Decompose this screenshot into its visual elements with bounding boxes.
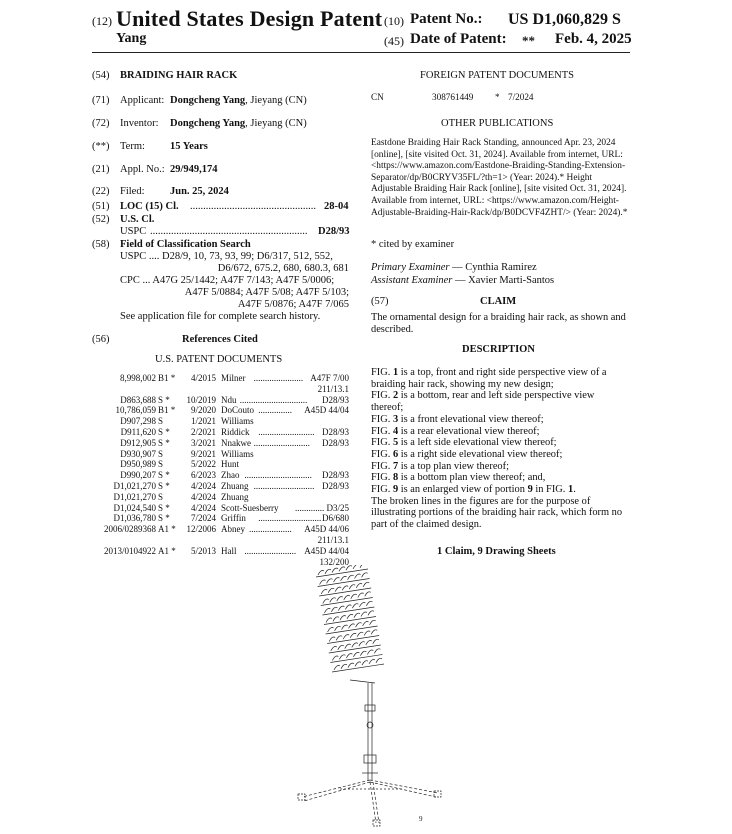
rack-peg	[334, 666, 340, 671]
fig-text: is an enlarged view of portion	[400, 484, 525, 496]
ref-kind: S	[158, 416, 164, 427]
description-item	[371, 472, 629, 484]
code-72: (72)	[92, 118, 110, 129]
cited-by-examiner: * cited by examiner	[371, 239, 455, 250]
ref-name: Nnakwe	[221, 437, 251, 448]
fig-number: 5	[392, 437, 399, 449]
assistant-examiner-name: — Xavier Marti-Santos	[455, 275, 555, 286]
rack-peg	[362, 573, 368, 578]
code-54: (54)	[92, 70, 110, 81]
description-list	[371, 367, 629, 531]
inventor-name: Dongcheng Yang	[170, 118, 246, 129]
rack-bar	[321, 598, 373, 606]
field-search-line-2: D6/672, 675.2, 680, 680.3, 681	[217, 263, 349, 274]
ref-name: Griffin	[221, 513, 246, 524]
fig-word: FIG.	[371, 390, 391, 402]
ref-dots: ......................	[253, 373, 304, 383]
ref-number: 2006/0289368	[103, 524, 156, 535]
ref-dots: .........................	[253, 437, 310, 448]
inventor-short: Yang	[116, 31, 147, 46]
rack-bar	[316, 569, 368, 577]
rack-peg	[350, 633, 356, 638]
fig-text: is a top plan view thereof;	[400, 460, 509, 472]
description-item	[371, 484, 629, 496]
field-search-line-4: A47F 5/0884; A47F 5/08; A47F 5/103;	[184, 287, 349, 298]
rack-peg	[339, 567, 345, 572]
broken-lines-note: The broken lines in the figures are for the purpose of illustrating portions of the braiding hair rack, which form no part of the claimed design.	[371, 495, 623, 531]
tripod-leg-left	[302, 780, 370, 797]
ref-kind: S	[158, 491, 164, 502]
rack-peg	[331, 607, 337, 612]
rack-peg	[343, 635, 349, 640]
code-21: (21)	[92, 164, 110, 175]
field-search-label: Field of Classification Search	[120, 239, 251, 250]
ref-name: Williams	[221, 416, 254, 427]
code-45: (45)	[384, 34, 404, 48]
term-value: 15 Years	[170, 141, 208, 152]
ref-number: D912,905	[120, 437, 156, 448]
patent-number: US D1,060,829 S	[508, 11, 621, 28]
ref-number: D1,021,270	[113, 481, 156, 491]
ref-kind: B1 *	[158, 405, 176, 416]
code-52: (52)	[92, 214, 110, 225]
fig-portion-number: 9	[527, 484, 533, 496]
rack-peg	[360, 651, 366, 656]
rack-peg	[370, 620, 376, 625]
rack-bar	[318, 579, 370, 587]
ref-kind: A1 *	[158, 545, 176, 556]
rack-peg	[318, 571, 324, 576]
applicant-label: Applicant:	[120, 95, 165, 106]
ref-kind: S *	[158, 427, 170, 437]
rack-peg	[320, 580, 326, 585]
uspc-label: USPC	[120, 226, 147, 237]
fig-text: is a bottom, rear and left side perspective view thereof;	[371, 390, 595, 414]
ref-name: Abney	[221, 524, 245, 535]
fig-number: 9	[392, 484, 399, 496]
fig-ref-number: 1	[568, 484, 574, 496]
patent-no-label: Patent No.:	[410, 11, 483, 27]
fig-number: 7	[392, 460, 399, 472]
foreign-mark: *	[495, 92, 500, 102]
header-rule	[92, 52, 630, 53]
other-publications-heading: OTHER PUBLICATIONS	[441, 118, 554, 129]
fig-text-3: .	[573, 484, 576, 496]
rack-bar	[326, 626, 378, 634]
rack-peg	[356, 584, 362, 589]
ref-name: Hunt	[221, 459, 239, 470]
rack-peg	[352, 643, 358, 648]
rack-peg	[345, 644, 351, 649]
rack-peg	[348, 663, 354, 668]
rack-pegs	[316, 565, 384, 672]
filed-label: Filed:	[120, 186, 145, 197]
rack-peg	[335, 587, 341, 592]
rack-peg	[355, 574, 361, 579]
ref-name: Zhuang	[221, 491, 249, 502]
ref-name: Ndu	[221, 394, 237, 405]
ref-date: 4/2024	[190, 502, 216, 513]
appl-no-value: 29/949,174	[170, 164, 218, 175]
ref-date: 12/2006	[186, 524, 216, 535]
us-patent-docs-heading: U.S. PATENT DOCUMENTS	[155, 354, 283, 365]
fig-word: FIG.	[371, 437, 391, 449]
ref-number: D863,688	[120, 394, 156, 405]
ref-name: Scott-Suesberry	[221, 502, 279, 513]
ref-number: D1,036,780	[113, 513, 156, 524]
rack-peg	[366, 641, 372, 646]
rack-bar	[319, 588, 371, 596]
field-search-line-1: USPC .... D28/9, 10, 73, 93, 99; D6/317, 512, 552,	[120, 251, 333, 262]
rack-peg	[362, 661, 368, 666]
rack-peg	[329, 637, 335, 642]
braiding-hair-rack-drawing	[280, 565, 460, 830]
code-71: (71)	[92, 95, 110, 106]
rack-peg	[342, 586, 348, 591]
ref-date: 9/2020	[190, 405, 216, 416]
description-heading: DESCRIPTION	[462, 344, 535, 355]
ref-kind: S	[158, 459, 164, 470]
rack-peg	[338, 645, 344, 650]
drawing-ref-label: 9	[419, 815, 423, 823]
ref-number: 8,998,002	[120, 373, 156, 383]
ref-class: A45D 44/04	[304, 405, 349, 416]
description-item	[371, 367, 629, 390]
rack-peg	[334, 578, 340, 583]
ref-class: D28/93	[322, 437, 349, 448]
claims-sheets: 1 Claim, 9 Drawing Sheets	[437, 546, 556, 557]
patent-title: United States Design Patent	[116, 6, 383, 31]
upper-clamp	[365, 705, 375, 711]
rack-peg	[346, 654, 352, 659]
rack-peg	[336, 636, 342, 641]
rack-peg	[325, 569, 331, 574]
ref-kind: S *	[158, 502, 170, 513]
description-item	[371, 449, 629, 461]
rack-peg	[353, 652, 359, 657]
ref-class: D28/93	[322, 481, 349, 491]
patent-date: Feb. 4, 2025	[555, 31, 632, 47]
ref-number: D911,620	[120, 427, 156, 437]
code-57: (57)	[371, 296, 389, 307]
rack-peg	[364, 631, 370, 636]
ref-date: 7/2024	[190, 513, 216, 524]
ref-date: 10/2019	[186, 394, 216, 405]
appl-no-label: Appl. No.:	[120, 164, 165, 175]
rack-peg	[324, 609, 330, 614]
rack-peg	[323, 599, 329, 604]
ref-dots: ...............	[258, 405, 292, 416]
fig-text: is a left side elevational view thereof;	[400, 437, 557, 449]
ref-class-continued: 132/200	[319, 556, 349, 567]
uspc-value: D28/93	[318, 226, 350, 237]
ref-class: A45D 44/06	[304, 524, 349, 535]
rack-peg	[349, 624, 355, 629]
rack-peg	[348, 575, 354, 580]
ref-class: D6/680	[322, 513, 349, 524]
ref-number: D950,989	[120, 459, 156, 470]
ref-number: D930,907	[120, 448, 156, 459]
ref-dots: ..............................	[244, 470, 312, 481]
code-51: (51)	[92, 201, 110, 212]
rack-peg	[335, 626, 341, 631]
ref-class: A47F 7/00	[310, 373, 349, 383]
ref-class: D28/93	[322, 394, 349, 405]
ref-date: 4/2024	[190, 481, 216, 491]
ref-dots: .........................	[258, 427, 315, 437]
rack-peg	[327, 579, 333, 584]
ref-dots: ..............................	[239, 394, 308, 405]
description-item	[371, 426, 629, 438]
ref-kind: S *	[158, 470, 170, 481]
ref-date: 6/2023	[190, 470, 216, 481]
ref-date: 5/2013	[190, 545, 216, 556]
rack-peg	[374, 649, 380, 654]
rack-peg	[340, 616, 346, 621]
primary-examiner-label: Primary Examiner	[371, 262, 450, 273]
rack-peg	[371, 630, 377, 635]
ref-class: D28/93	[322, 470, 349, 481]
date-of-patent-label: Date of Patent:	[410, 31, 507, 47]
ref-number: 10,786,059	[115, 405, 156, 416]
ref-date: 5/2022	[190, 459, 216, 470]
height-clamp	[364, 755, 376, 763]
ref-class: A45D 44/04	[304, 545, 349, 556]
rack-peg	[376, 658, 382, 663]
ref-kind: S *	[158, 437, 170, 448]
rack-peg	[337, 597, 343, 602]
applicant-name: Dongcheng Yang	[170, 95, 246, 106]
term-label: Term:	[120, 141, 145, 152]
primary-examiner-name: — Cynthia Ramirez	[452, 262, 537, 273]
code-56: (56)	[92, 334, 110, 345]
ref-class: D3/25	[326, 502, 349, 513]
rack-peg	[356, 623, 362, 628]
date-mark: **	[522, 33, 535, 48]
rack-bar	[329, 645, 381, 653]
inventor-location: , Jieyang (CN)	[245, 118, 307, 129]
fig-number: 4	[392, 425, 399, 437]
foreign-date: 7/2024	[508, 92, 534, 102]
fig-word: FIG.	[371, 448, 391, 460]
ref-number: 2013/0104922	[103, 545, 156, 556]
ref-date: 1/2021	[190, 416, 216, 427]
rack-peg	[358, 593, 364, 598]
rack-peg	[328, 588, 334, 593]
ref-date: 9/2021	[190, 448, 216, 459]
code-10: (10)	[384, 14, 404, 28]
rack-peg	[365, 592, 371, 597]
ref-number: D990,207	[120, 470, 156, 481]
rack-peg	[369, 660, 375, 665]
rack-peg	[355, 662, 361, 667]
rack-peg	[344, 595, 350, 600]
rack-peg	[359, 603, 365, 608]
code-term: (**)	[92, 141, 110, 152]
ref-class: D28/93	[322, 427, 349, 437]
fig-number: 1	[392, 367, 399, 378]
rack-peg	[341, 664, 347, 669]
claim-text: The ornamental design for a braiding hair rack, as shown and described.	[371, 312, 626, 335]
design-title: BRAIDING HAIR RACK	[120, 70, 238, 81]
field-search-line-5: A47F 5/0876; A47F 7/065	[237, 299, 349, 310]
rack-peg	[346, 566, 352, 571]
ref-number: D907,298	[120, 416, 156, 427]
fig-word: FIG.	[371, 413, 391, 425]
rack-peg	[360, 565, 366, 568]
rack-bar	[324, 617, 376, 625]
fig-number: 3	[392, 413, 399, 425]
loc-label: LOC (15) Cl.	[120, 201, 179, 212]
rack-peg	[328, 628, 334, 633]
fig-number: 8	[392, 472, 399, 484]
rack-bar	[322, 607, 374, 615]
ref-class-continued: 211/13.1	[317, 535, 349, 545]
rack-peg	[357, 632, 363, 637]
rack-peg	[351, 594, 357, 599]
ref-name: Zhuang	[221, 481, 249, 491]
fig-word: FIG.	[371, 472, 391, 484]
inventor-label: Inventor:	[120, 118, 159, 129]
foreign-country: CN	[371, 92, 384, 102]
fig-text: is a top, front and right side perspective view of a braiding hair rack, showing my new design;	[371, 367, 607, 390]
tripod-leg-right	[370, 780, 438, 793]
assistant-examiner-line	[371, 275, 554, 286]
ref-number: D1,021,270	[113, 491, 156, 502]
fig-text: is a bottom plan view thereof; and,	[400, 472, 546, 484]
ref-kind: S *	[158, 481, 170, 491]
rack-peg	[373, 639, 379, 644]
rack-bar	[332, 664, 384, 672]
rack-peg	[331, 647, 337, 652]
rack-peg	[342, 625, 348, 630]
rack-peg	[368, 611, 374, 616]
fig-text-2: in FIG.	[535, 484, 566, 496]
rack-peg	[366, 601, 372, 606]
foreign-docs-heading: FOREIGN PATENT DOCUMENTS	[420, 70, 575, 81]
ref-kind: S *	[158, 513, 170, 524]
rack-peg	[345, 605, 351, 610]
fig-word: FIG.	[371, 484, 391, 496]
ref-dots: ...................	[249, 524, 292, 535]
rack-peg	[349, 585, 355, 590]
rack-peg	[354, 613, 360, 618]
ref-name: Williams	[221, 448, 254, 459]
fig-word: FIG.	[371, 425, 391, 437]
fig-number: 6	[392, 448, 399, 460]
ref-name: DoCouto	[221, 405, 255, 416]
code-58: (58)	[92, 239, 110, 250]
other-publications-text: Eastdone Braiding Hair Rack Standing, announced Apr. 23, 2024 [online], [site visited Oct. 31, 2024]. Available from internet, URL: <https://www.amazon.com/Eastdone-Braiding-Standing-Extension-Separator/dp/B0CRYV35FL/?th=1> (Year: 2024).* Height Adjustable Braiding Hair Rack [online], [site visited Oct. 31, 2024]. Available from internet, URL: <https://www.amazon.com/Height-Adjustable-Braiding-Hair-Rack/dp/B0DCVF4ZHT/> (Year: 2024).*	[371, 138, 628, 218]
ref-date: 2/2021	[190, 427, 216, 437]
fig-text: is a front elevational view thereof;	[400, 413, 544, 425]
applicant-location: , Jieyang (CN)	[245, 95, 307, 106]
ref-kind: S	[158, 448, 164, 459]
ref-kind: B1 *	[158, 373, 176, 383]
rack-neck	[350, 680, 375, 683]
inventor-line	[170, 118, 307, 129]
ref-class-continued: 211/13.1	[317, 383, 349, 394]
field-search-line-6: See application file for complete search history.	[120, 311, 321, 322]
applicant-line	[170, 95, 307, 106]
description-item	[371, 414, 629, 426]
fig-text: is a right side elevational view thereof;	[400, 448, 563, 460]
ref-name: Riddick	[221, 427, 250, 437]
claim-heading: CLAIM	[480, 296, 517, 307]
rack-peg	[363, 622, 369, 627]
ref-dots: ............................	[258, 513, 322, 524]
rack-peg	[367, 650, 373, 655]
references-cited-label: References Cited	[182, 334, 258, 345]
us-cl-label: U.S. Cl.	[120, 214, 155, 225]
description-item	[371, 437, 629, 449]
rack-peg	[326, 618, 332, 623]
rack-peg	[338, 606, 344, 611]
fig-word: FIG.	[371, 367, 391, 378]
code-12: (12)	[92, 14, 112, 28]
rack-peg	[341, 576, 347, 581]
rack-peg	[330, 598, 336, 603]
code-22: (22)	[92, 186, 110, 197]
rack-peg	[321, 590, 327, 595]
rack-peg	[332, 568, 338, 573]
rack-peg	[347, 614, 353, 619]
ref-dots: .............	[295, 502, 325, 513]
rack-peg	[361, 612, 367, 617]
rack-peg	[339, 655, 345, 660]
fig-text: is a rear elevational view thereof;	[400, 425, 540, 437]
rack-peg	[359, 642, 365, 647]
fig-number: 2	[392, 390, 399, 402]
rack-bar	[330, 655, 382, 663]
ref-date: 3/2021	[190, 437, 216, 448]
tripod-leg-front	[370, 782, 376, 823]
loc-dots: ................................................	[190, 201, 316, 212]
rack-bar	[327, 636, 379, 644]
loc-value: 28-04	[324, 201, 349, 212]
field-search-line-3: CPC ... A47G 25/1442; A47F 7/143; A47F 5/0006;	[120, 275, 335, 286]
ref-number: D1,024,540	[113, 502, 156, 513]
rack-peg	[333, 617, 339, 622]
ref-kind: S *	[158, 394, 170, 405]
uspc-dots: ............................................................	[150, 226, 308, 237]
rack-peg	[363, 582, 369, 587]
description-item	[371, 461, 629, 473]
ref-date: 4/2015	[190, 373, 216, 383]
assistant-examiner-label: Assistant Examiner	[371, 275, 453, 286]
ref-name: Milner	[221, 373, 246, 383]
ref-kind: A1 *	[158, 524, 176, 535]
ref-name: Zhao	[221, 470, 240, 481]
ref-dots: .......................	[244, 545, 297, 556]
primary-examiner-line	[371, 262, 537, 273]
rack-peg	[332, 656, 338, 661]
fig-word: FIG.	[371, 460, 391, 472]
rack-peg	[352, 604, 358, 609]
foreign-number: 308761449	[432, 92, 474, 102]
rack-peg	[353, 565, 359, 569]
description-item	[371, 390, 629, 413]
filed-value: Jun. 25, 2024	[170, 186, 229, 197]
ref-dots: ...........................	[253, 481, 315, 491]
ref-name: Hall	[221, 545, 237, 556]
ref-date: 4/2024	[190, 491, 216, 502]
